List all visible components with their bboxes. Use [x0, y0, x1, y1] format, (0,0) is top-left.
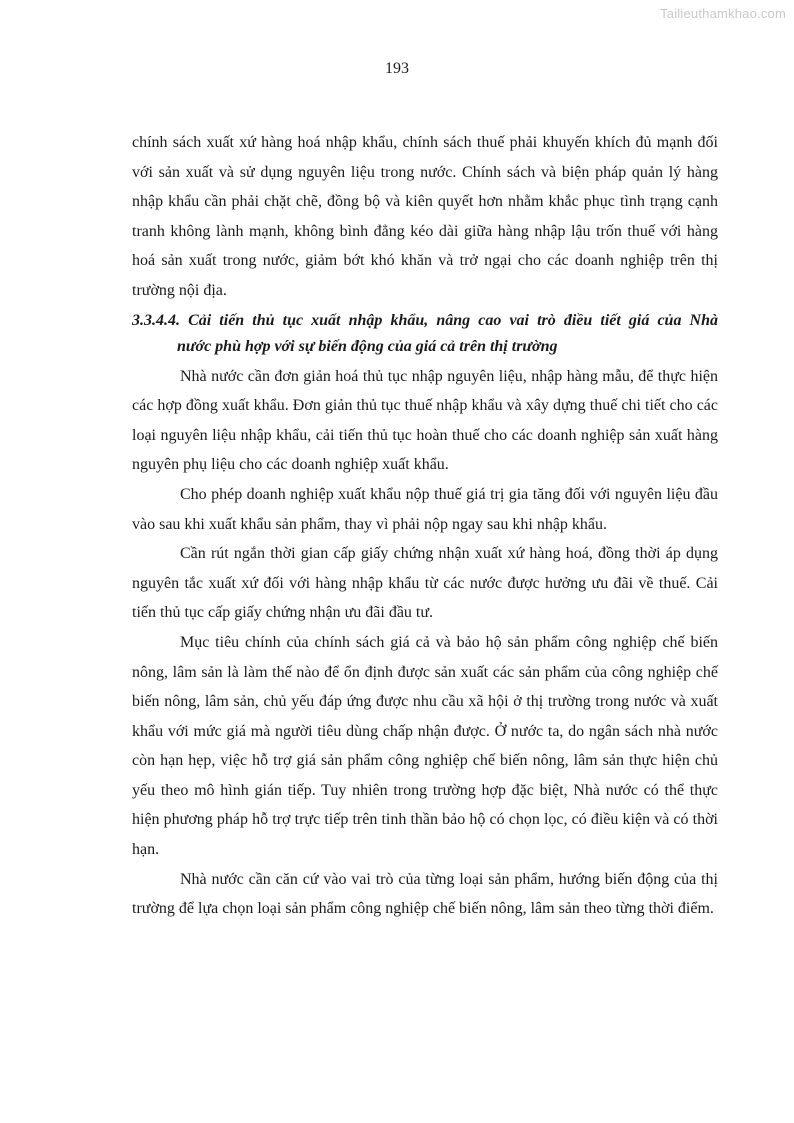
paragraph-6: Nhà nước cần căn cứ vào vai trò của từng loại sản phẩm, hướng biến động của thị trường để lựa chọn loại sản phẩm công nghiệp chế biến nông, lâm sản theo từng thời điểm. — [132, 870, 718, 918]
paragraph-1: chính sách xuất xứ hàng hoá nhập khẩu, chính sách thuế phải khuyến khích đủ mạnh đối với sản xuất và sử dụng nguyên liệu trong nước. Chính sách và biện pháp quản lý hàng nhập khẩu cần phải chặt chẽ, đồng bộ và kiên quyết hơn nhằm khắc phục tình trạng cạnh tranh không lành mạnh, không bình đẳng kéo dài giữa hàng nhập lậu trốn thuế với hàng hoá sản xuất trong nước, giảm bớt khó khăn và trở ngại cho các doanh nghiệp trên thị trường nội địa. — [132, 134, 718, 299]
paragraph-2: Nhà nước cần đơn giản hoá thủ tục nhập nguyên liệu, nhập hàng mẫu, để thực hiện các hợp đồng xuất khẩu. Đơn giản thủ tục thuế nhập khẩu và xây dựng thuế chi tiết cho các loại nguyên liệu nhập khẩu, cải tiến thủ tục hoàn thuế cho các doanh nghiệp sản xuất hàng nguyên phụ liệu cho các doanh nghiệp xuất khẩu. — [132, 367, 718, 474]
watermark: Tailieuthamkhao.com — [660, 6, 786, 21]
page-number: 193 — [385, 60, 409, 77]
section-heading-line-2: nước phù hợp với sự biến động của giá cả trên thị trường — [177, 337, 558, 355]
document-body — [132, 128, 718, 924]
paragraph-5: Mục tiêu chính của chính sách giá cả và bảo hộ sản phẩm công nghiệp chế biến nông, lâm sản là làm thế nào để ổn định được sản xuất các sản phẩm của công nghiệp chế biến nông, lâm sản, chủ yếu đáp ứng được nhu cầu xã hội ở thị trường trong nước và xuất khẩu với mức giá mà người tiêu dùng chấp nhận được. Ở nước ta, do ngân sách nhà nước còn hạn hẹp, việc hỗ trợ giá sản phẩm công nghiệp chế biến nông, lâm sản thực hiện chủ yếu theo mô hình gián tiếp. Tuy nhiên trong trường hợp đặc biệt, Nhà nước có thể thực hiện phương pháp hỗ trợ trực tiếp trên tinh thần bảo hộ có chọn lọc, có điều kiện và có thời hạn. — [132, 633, 718, 859]
section-heading-line-1: 3.3.4.4. Cải tiến thủ tục xuất nhập khẩu, nâng cao vai trò điều tiết giá của Nhà — [132, 311, 718, 329]
paragraph-3: Cho phép doanh nghiệp xuất khẩu nộp thuế giá trị gia tăng đối với nguyên liệu đầu vào sau khi xuất khẩu sản phẩm, thay vì phải nộp ngay sau khi nhập khẩu. — [132, 485, 718, 533]
paragraph-4: Cần rút ngắn thời gian cấp giấy chứng nhận xuất xứ hàng hoá, đồng thời áp dụng nguyên tắc xuất xứ đối với hàng nhập khẩu từ các nước được hưởng ưu đãi về thuế. Cải tiến thủ tục cấp giấy chứng nhận ưu đãi đầu tư. — [132, 545, 718, 622]
section-heading — [132, 306, 718, 362]
